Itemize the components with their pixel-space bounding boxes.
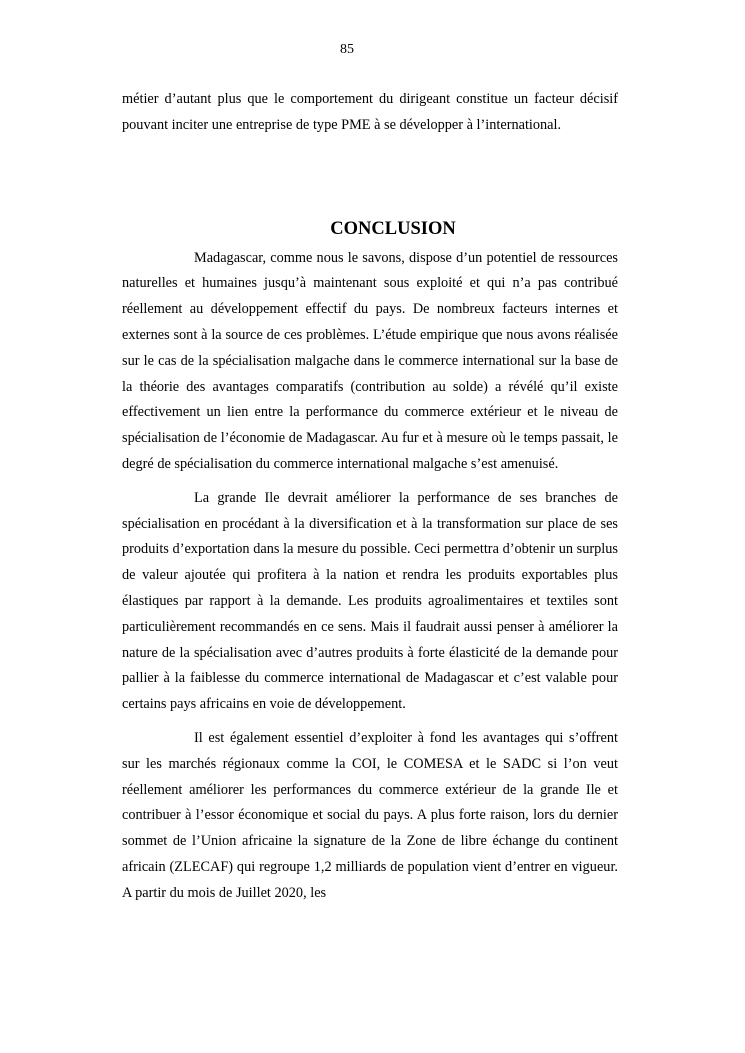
section-heading: CONCLUSION xyxy=(330,218,456,239)
page-body xyxy=(122,87,618,915)
body-paragraph: Il est également essentiel d’exploiter à fond les avantages qui s’offrent sur les marchés régionaux comme la COI, le COMESA et le SADC si l’on veut réellement améliorer les performances du commerce extérieur de la grande Ile et contribuer à l’essor économique et social du pays. A plus forte raison, lors du dernier sommet de l’Union africaine la signature de la Zone de libre échange du continent africain (ZLECAF) qui regroupe 1,2 milliards de population vient d’entrer en vigueur. A partir du mois de Juillet 2020, les xyxy=(122,729,618,901)
intro-paragraph: métier d’autant plus que le comportement du dirigeant constitue un facteur décisif pouvant inciter une entreprise de type PME à se développer à l’international. xyxy=(122,91,618,133)
body-paragraph: La grande Ile devrait améliorer la performance de ses branches de spécialisation en procédant à la diversification et à la transformation sur place de ses produits d’exportation dans la mesure du possible. Ceci permettra d’obtenir un surplus de valeur ajoutée qui profitera à la nation et rendra les produits exportables plus élastiques par rapport à la demande. Les produits agroalimentaires et textiles sont particulièrement recommandés en ce sens. Mais il faudrait aussi penser à améliorer la nature de la spécialisation avec d’autres produits à forte élasticité de la demande pour pallier à la faiblesse du commerce international de Madagascar et c’est valable pour certains pays africains en voie de développement. xyxy=(122,489,618,713)
body-paragraph: Madagascar, comme nous le savons, dispose d’un potentiel de ressources naturelles et humaines jusqu’à maintenant sous exploité et qui n’a pas contribué réellement au développement effectif du pays. De nombreux facteurs internes et externes sont à la source de ces problèmes. L’étude empirique que nous avons réalisée sur le cas de la spécialisation malgache dans le commerce international sur la base de la théorie des avantages comparatifs (contribution au solde) a révélé qu’il existe effectivement un lien entre la performance du commerce extérieur et le niveau de spécialisation de l’économie de Madagascar. Au fur et à mesure où le temps passait, le degré de spécialisation du commerce international malgache s’est amenuisé. xyxy=(122,249,618,472)
page-number: 85 xyxy=(340,42,354,57)
